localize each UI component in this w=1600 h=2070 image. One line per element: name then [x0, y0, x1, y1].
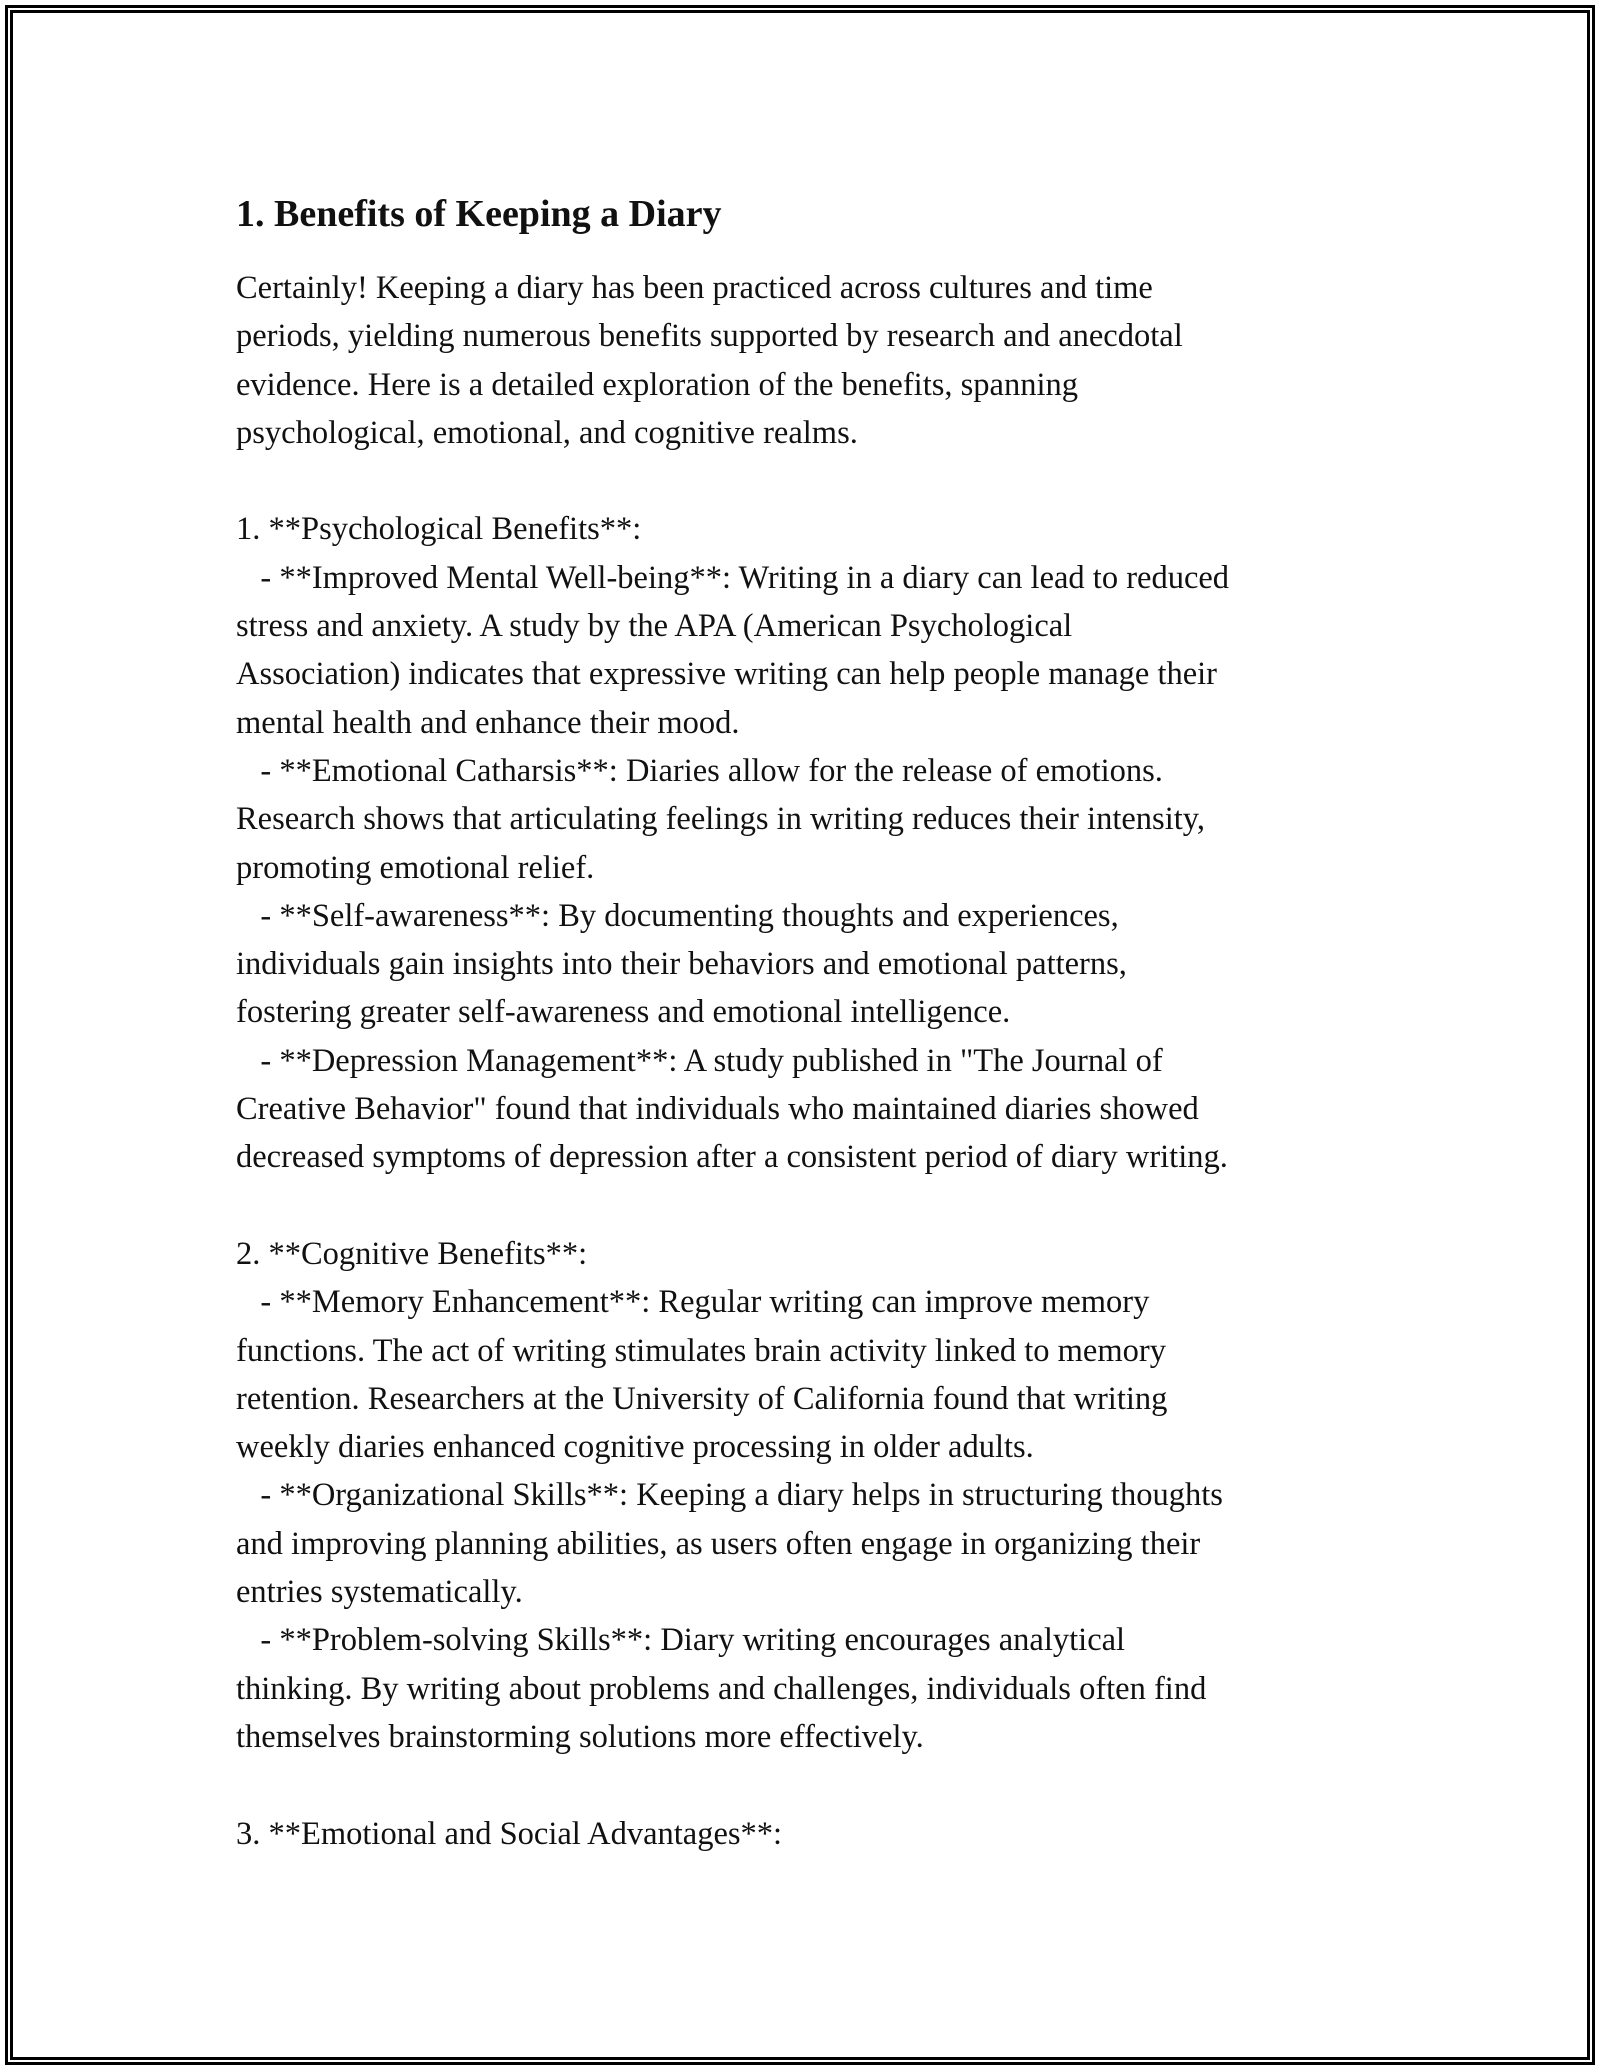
document-page: [236, 190, 1376, 1858]
body-text: Certainly! Keeping a diary has been practiced across cultures and time periods, yielding numerous benefits supported by research and anecdotal evidence. Here is a detailed exploration of the benefits, spanning psychological, emotional, and cognitive realms. 1. **Psychological Benefits**: - **Improved Mental Well-being**: Writing in a diary can lead to reduced stress and anxiety. A study by the APA (American Psychological Association) indicates that expressive writing can help people manage their mental health and enhance their mood. - **Emotional Catharsis**: Diaries allow for the release of emotions. Research shows that articulating feelings in writing reduces their intensity, promoting emotional relief. - **Self-awareness**: By documenting thoughts and experiences, individuals gain insights into their behaviors and emotional patterns, fostering greater self-awareness and emotional intelligence. - **Depression Management**: A study published in "The Journal of Creative Behavior" found that individuals who maintained diaries showed decreased symptoms of depression after a consistent period of diary writing. 2. **Cognitive Benefits**: - **Memory Enhancement**: Regular writing can improve memory functions. The act of writing stimulates brain activity linked to memory retention. Researchers at the University of California found that writing weekly diaries enhanced cognitive processing in older adults. - **Organizational Skills**: Keeping a diary helps in structuring thoughts and improving planning abilities, as users often engage in organizing their entries systematically. - **Problem-solving Skills**: Diary writing encourages analytical thinking. By writing about problems and challenges, individuals often find themselves brainstorming solutions more effectively. 3. **Emotional and Social Advantages**:: [236, 270, 1230, 1852]
section-heading: 1. Benefits of Keeping a Diary: [236, 193, 722, 235]
